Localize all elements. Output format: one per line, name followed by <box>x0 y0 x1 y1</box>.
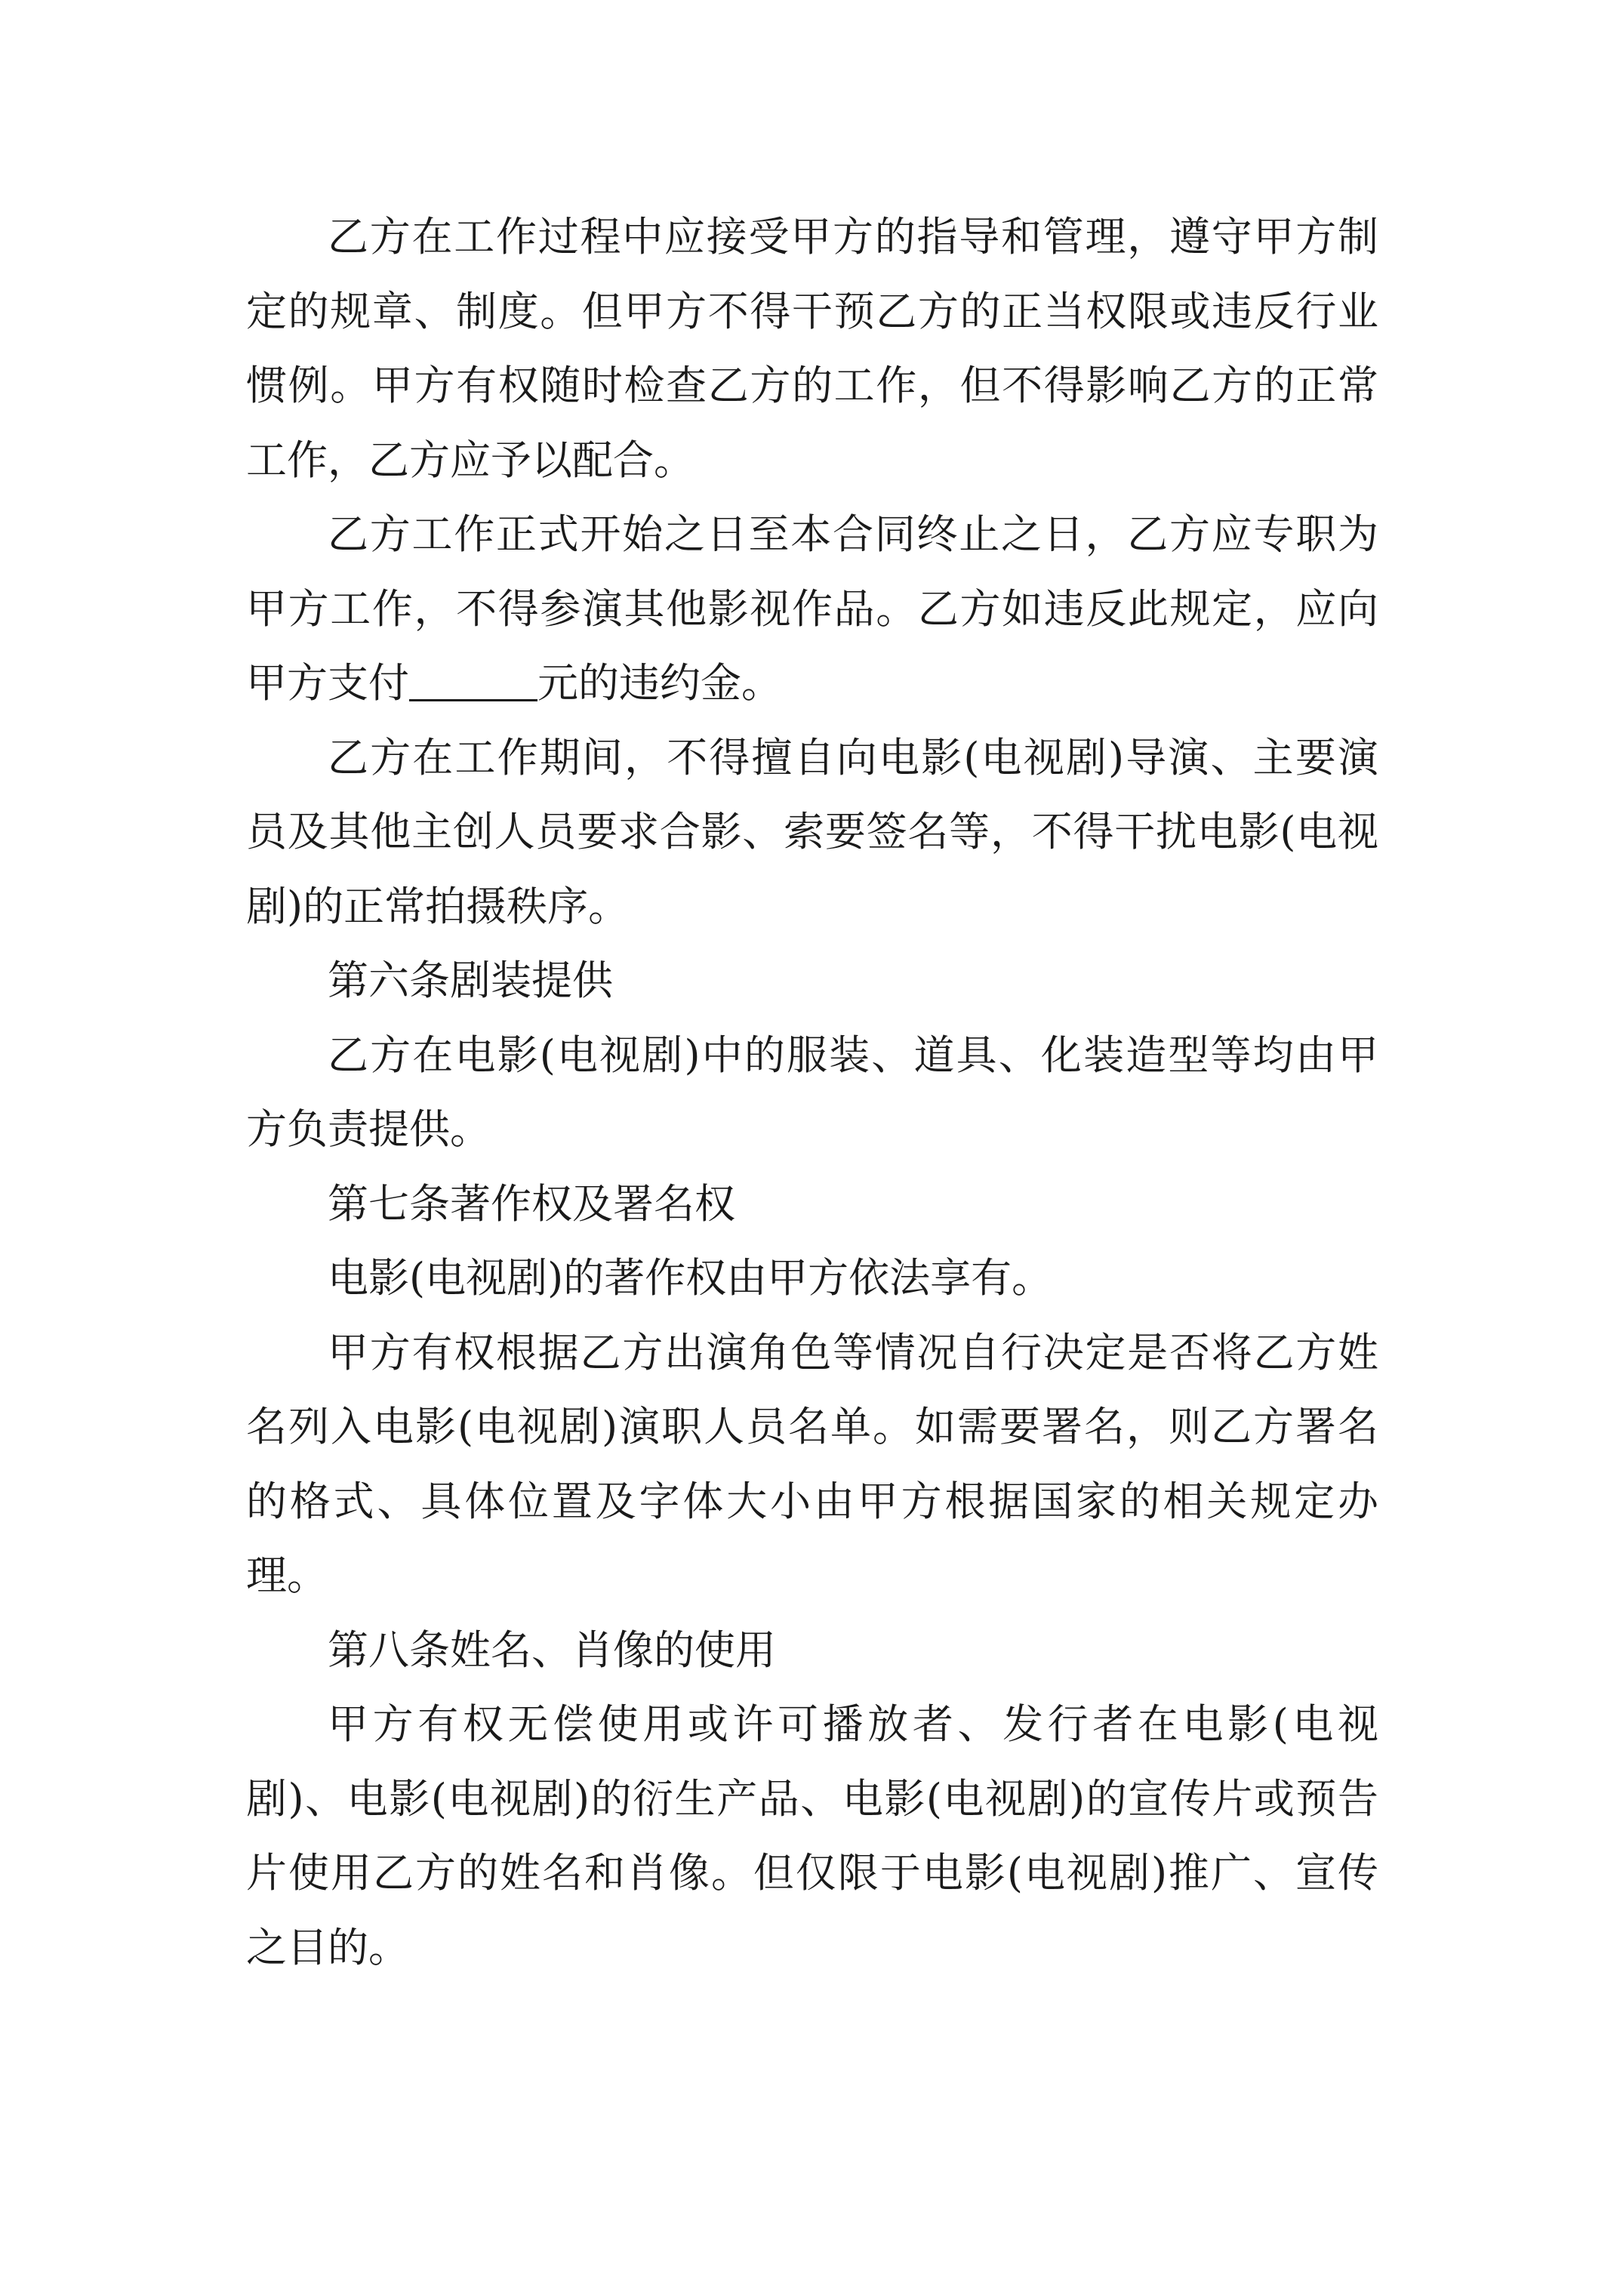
paragraph-exclusive-work-text: 乙方工作正式开始之日至本合同终止之日，乙方应专职为甲方工作，不得参演其他影视作品。乙方如违反此规定，应向甲方支付 <box>246 510 1378 707</box>
penalty-amount-blank <box>409 658 537 701</box>
section-heading-costumes: 第六条剧装提供 <box>328 957 613 1004</box>
paragraph-set-conduct: 乙方在工作期间，不得擅自向电影(电视剧)导演、主要演员及其他主创人员要求合影、索要签名等，不得干扰电影(电视剧)的正常拍摄秩序。 <box>246 733 1378 930</box>
paragraph-costumes: 乙方在电影(电视剧)中的服装、道具、化装造型等均由甲方负责提供。 <box>246 1031 1378 1153</box>
section-heading-copyright: 第七条著作权及署名权 <box>328 1179 735 1228</box>
paragraph-name-portrait: 甲方有权无偿使用或许可播放者、发行者在电影(电视剧)、电影(电视剧)的衍生产品、电影(电视剧)的宣传片或预告片使用乙方的姓名和肖像。但仅限于电影(电视剧)推广、宣传之目的。 <box>246 1700 1378 1971</box>
section-heading-name-portrait: 第八条姓名、肖像的使用 <box>328 1626 776 1674</box>
paragraph-work-guidance: 乙方在工作过程中应接受甲方的指导和管理，遵守甲方制定的规章、制度。但甲方不得干预乙方的正当权限或违反行业惯例。甲方有权随时检查乙方的工作，但不得影响乙方的正常工作，乙方应予以配合。 <box>246 213 1378 484</box>
document-body <box>246 200 1378 1985</box>
paragraph-exclusive-work-tail: 元的违约金。 <box>537 659 782 707</box>
paragraph-exclusive-work <box>246 498 1378 721</box>
paragraph-credits: 甲方有权根据乙方出演角色等情况自行决定是否将乙方姓名列入电影(电视剧)演职人员名单。如需要署名，则乙方署名的格式、具体位置及字体大小由甲方根据国家的相关规定办理。 <box>246 1328 1378 1599</box>
paragraph-copyright: 电影(电视剧)的著作权由甲方依法享有。 <box>328 1254 1053 1302</box>
